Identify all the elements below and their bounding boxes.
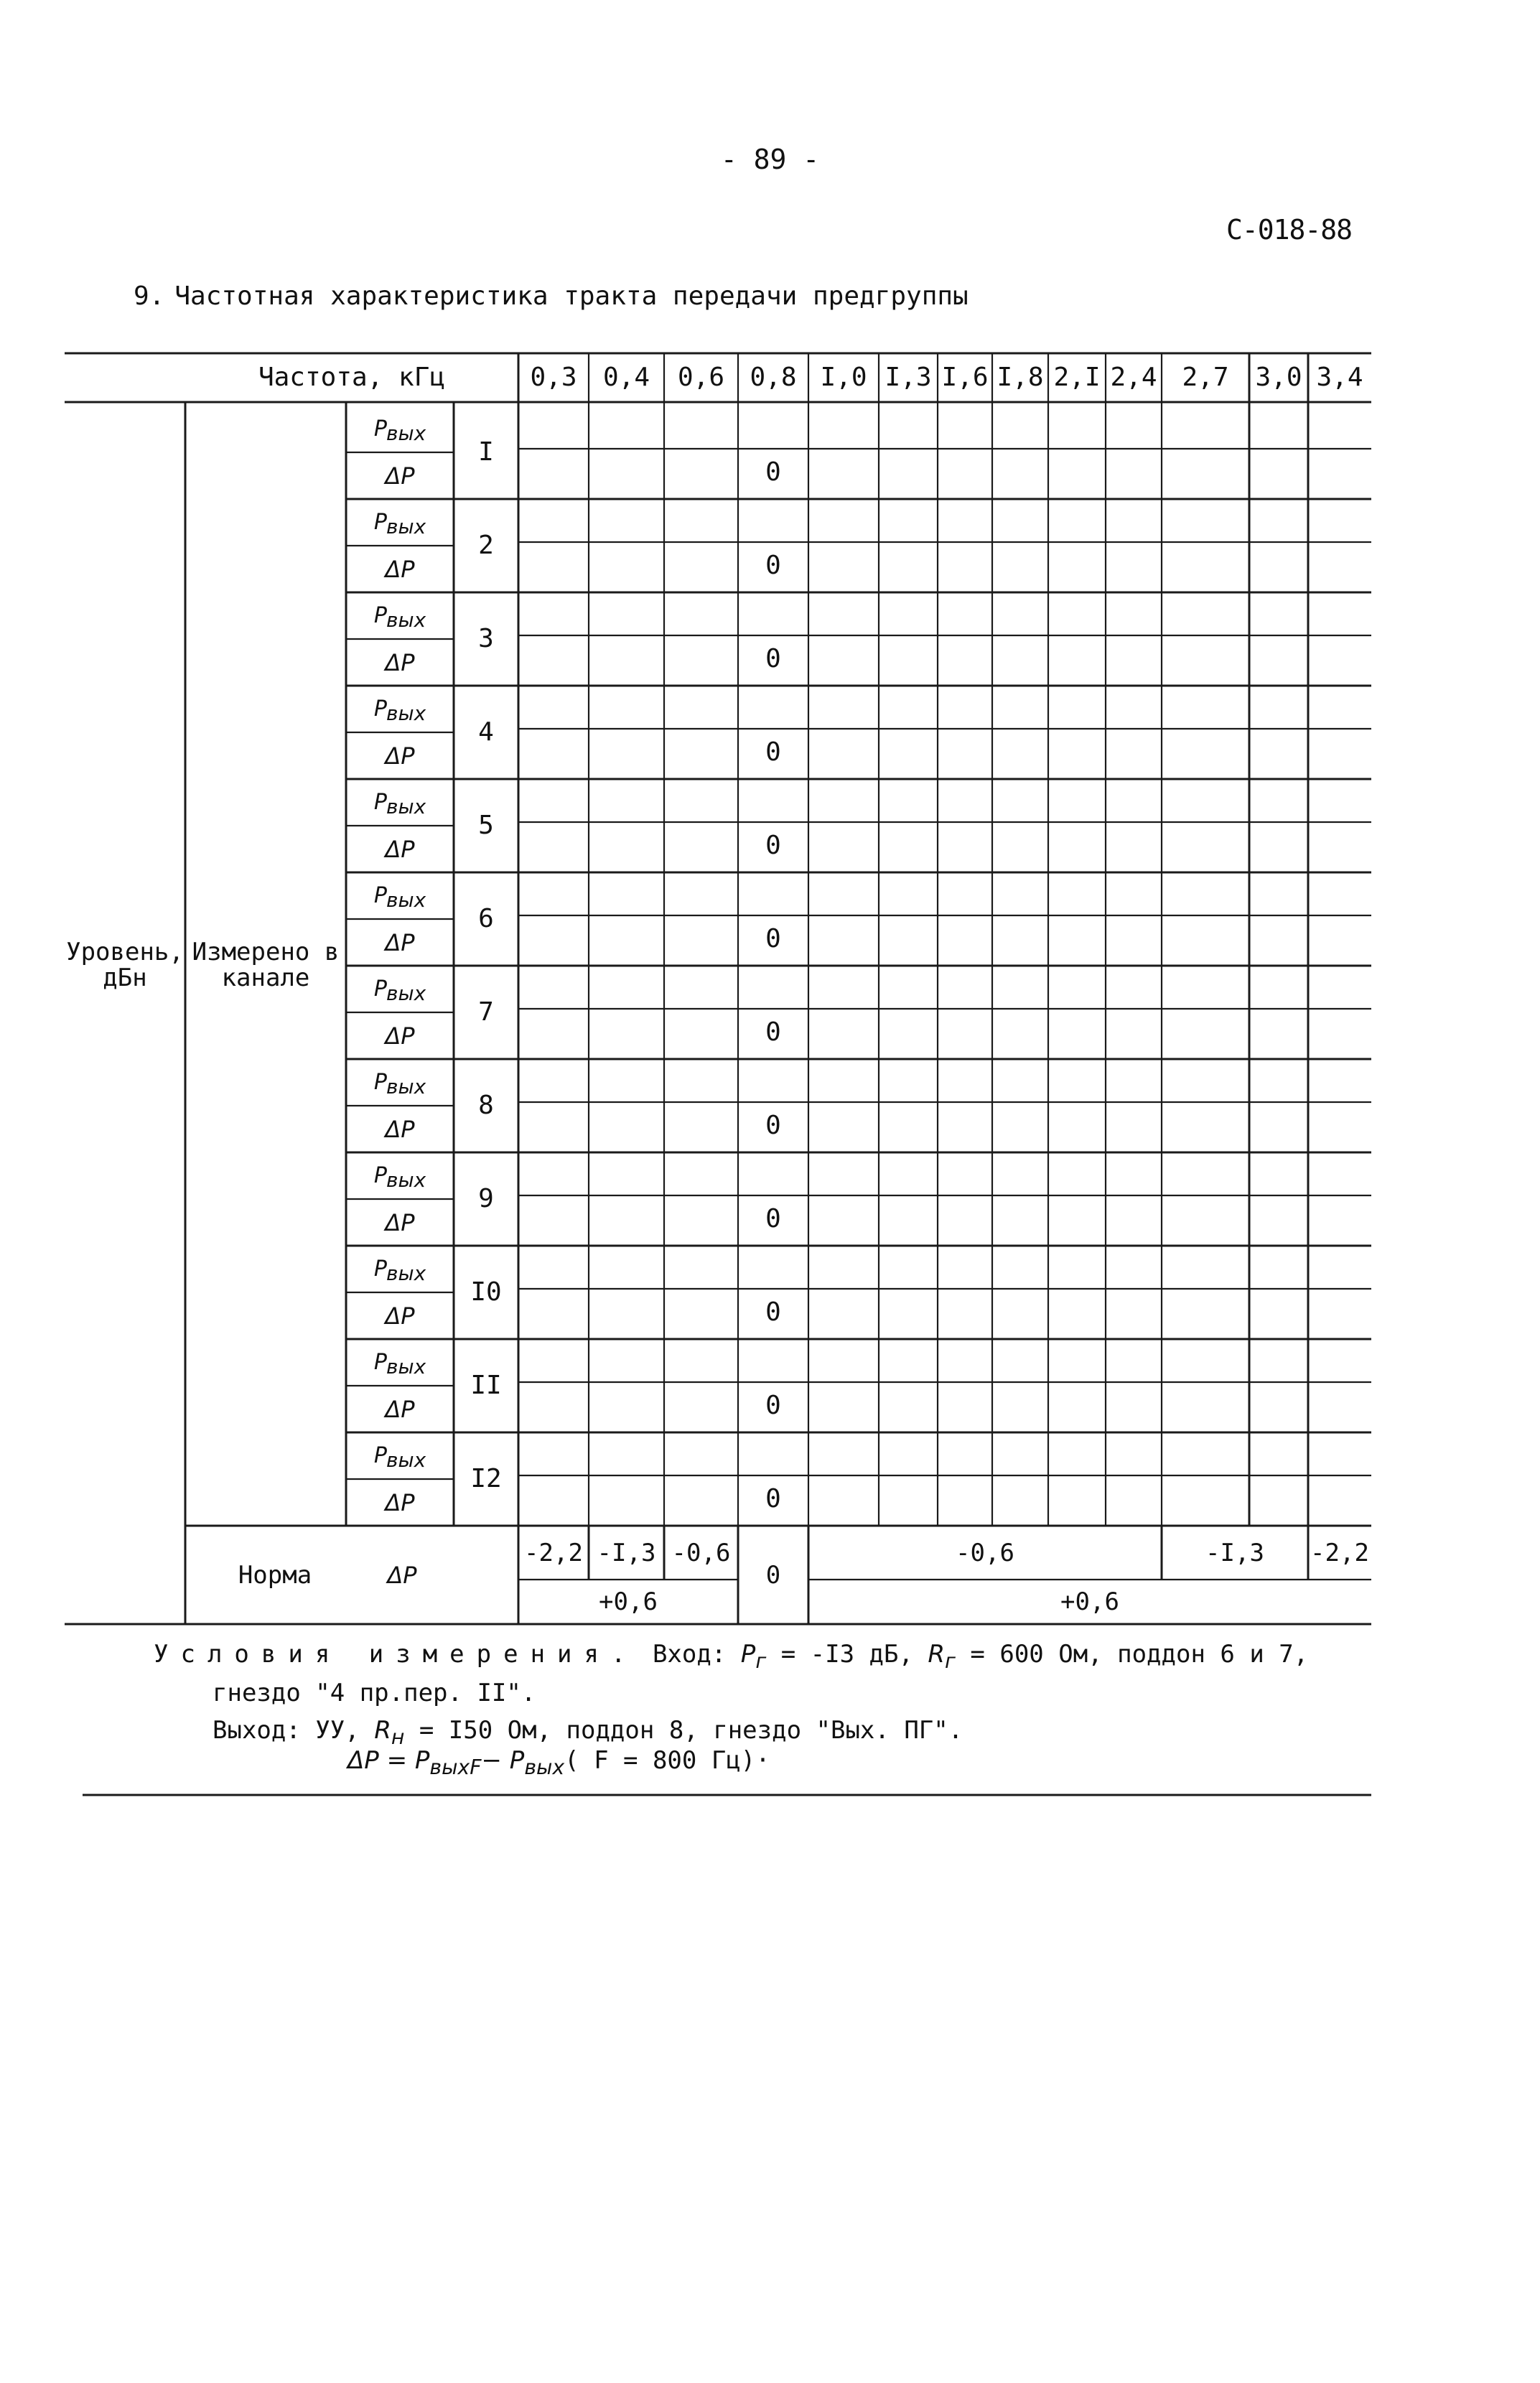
channel-number: II: [470, 1371, 502, 1400]
channel-number: 6: [478, 904, 494, 933]
frequency-5: I,3: [885, 363, 932, 392]
norm-value: -2,2: [524, 1538, 583, 1567]
norm-upper-right: +0,6: [1060, 1587, 1119, 1616]
frequency-header-label: Частота, кГц: [258, 363, 446, 392]
norm-upper-left: +0,6: [599, 1587, 658, 1616]
generator-level-value: = -I3 дБ,: [780, 1640, 913, 1669]
frequency-4: I,0: [820, 363, 867, 392]
generator-level-symbol: $P_г$: [740, 1640, 767, 1673]
reference-zero: 0: [765, 737, 781, 767]
reference-zero: 0: [765, 1110, 781, 1140]
frequency-2: 0,6: [677, 363, 725, 392]
output-level-label: P $_{вых}$: [373, 696, 426, 725]
output-level-label: P $_{вых}$: [373, 1256, 426, 1285]
norm-reference: 0: [765, 1560, 781, 1590]
conditions-output-label: Выход: УУ,: [213, 1716, 360, 1745]
delta-p-label: ΔP: [385, 1488, 415, 1516]
output-level-label: P $_{вых}$: [373, 1349, 426, 1379]
page-number: - 89 -: [720, 144, 820, 175]
delta-p-label: ΔP: [385, 1395, 415, 1423]
channel-number: I: [478, 437, 494, 467]
delta-p-label: ΔP: [385, 835, 415, 863]
load-resistance-symbol: $R_н$: [374, 1716, 405, 1749]
delta-p-label: ΔP: [385, 1115, 415, 1143]
channel-number: 8: [478, 1091, 494, 1120]
output-level-label: P $_{вых}$: [373, 1162, 426, 1192]
frequency-11: 3,0: [1255, 363, 1302, 392]
reference-zero: 0: [765, 1390, 781, 1420]
norm-label: Норма: [238, 1560, 312, 1590]
delta-p-label: ΔP: [385, 742, 415, 770]
generator-resistance-value: = 600 Ом, поддон 6 и 7,: [970, 1640, 1309, 1669]
reference-zero: 0: [765, 1297, 781, 1327]
delta-p-label: ΔP: [385, 1302, 415, 1330]
document-code: С-018-88: [1226, 214, 1353, 246]
conditions-line-3: [213, 1716, 963, 1749]
channel-number: 3: [478, 624, 494, 653]
norm-value: -2,2: [1310, 1538, 1369, 1567]
norm-value: -I,3: [1205, 1538, 1264, 1567]
norm-value: -I,3: [597, 1538, 656, 1567]
output-level-label: P $_{вых}$: [373, 1442, 426, 1472]
delta-p-label: ΔP: [385, 1208, 415, 1236]
channel-number: 4: [478, 717, 494, 747]
output-level-label: P $_{вых}$: [373, 602, 426, 632]
channel-number: I0: [470, 1277, 502, 1307]
channel-number: 2: [478, 531, 494, 560]
frequency-6: I,6: [941, 363, 989, 392]
reference-zero: 0: [765, 923, 781, 953]
conditions-title: Условия измерения.: [154, 1640, 638, 1669]
reference-zero: 0: [765, 550, 781, 580]
conditions-line-1: [154, 1640, 1308, 1673]
frequency-3: 0,8: [750, 363, 797, 392]
conditions-input-label: Вход:: [652, 1640, 727, 1669]
output-level-label: P $_{вых}$: [373, 882, 426, 912]
level-label: Уровень, дБн: [66, 938, 184, 992]
output-level-label: P $_{вых}$: [373, 1069, 426, 1099]
conditions-line-2: гнездо "4 пр.пер. II".: [213, 1679, 536, 1707]
reference-zero: 0: [765, 457, 781, 487]
frequency-9: 2,4: [1110, 363, 1157, 392]
delta-p-label: ΔP: [385, 462, 415, 490]
channel-number: 5: [478, 811, 494, 840]
delta-p-label: ΔP: [385, 1022, 415, 1050]
frequency-10: 2,7: [1182, 363, 1229, 392]
output-level-label: P $_{вых}$: [373, 789, 426, 819]
frequency-0: 0,3: [530, 363, 577, 392]
norm-value: -0,6: [671, 1538, 731, 1567]
reference-zero: 0: [765, 1203, 781, 1234]
delta-p-label: ΔP: [385, 648, 415, 676]
section-title-text: Частотная характеристика тракта передачи предгруппы: [174, 281, 969, 311]
reference-zero: 0: [765, 830, 781, 860]
channel-number: 9: [478, 1184, 494, 1213]
delta-p-label: ΔP: [385, 555, 415, 583]
conditions-formula: $\Delta P = P_{выхF}- P_{вых}$( F = 800 Гц)·: [347, 1746, 770, 1779]
delta-p-label: ΔP: [385, 928, 415, 956]
frequency-12: 3,4: [1316, 363, 1363, 392]
reference-zero: 0: [765, 1017, 781, 1047]
load-resistance-value: = I50 Ом, поддон 8, гнездо "Вых. ПГ".: [419, 1716, 963, 1745]
section-number: 9.: [134, 281, 165, 311]
norm-delta-p-label: ΔP: [387, 1561, 417, 1589]
output-level-label: P $_{вых}$: [373, 416, 426, 445]
generator-resistance-symbol: $R_г$: [928, 1640, 956, 1673]
output-level-label: P $_{вых}$: [373, 976, 426, 1005]
channel-number: I2: [470, 1464, 502, 1493]
frequency-8: 2,I: [1053, 363, 1101, 392]
output-level-label: P $_{вых}$: [373, 509, 426, 538]
reference-zero: 0: [765, 643, 781, 673]
measured-in-channel-label: Измерено в канале: [192, 938, 340, 992]
frequency-1: 0,4: [602, 363, 650, 392]
reference-zero: 0: [765, 1483, 781, 1514]
channel-number: 7: [478, 997, 494, 1027]
frequency-7: I,8: [997, 363, 1044, 392]
norm-value: -0,6: [956, 1538, 1014, 1567]
